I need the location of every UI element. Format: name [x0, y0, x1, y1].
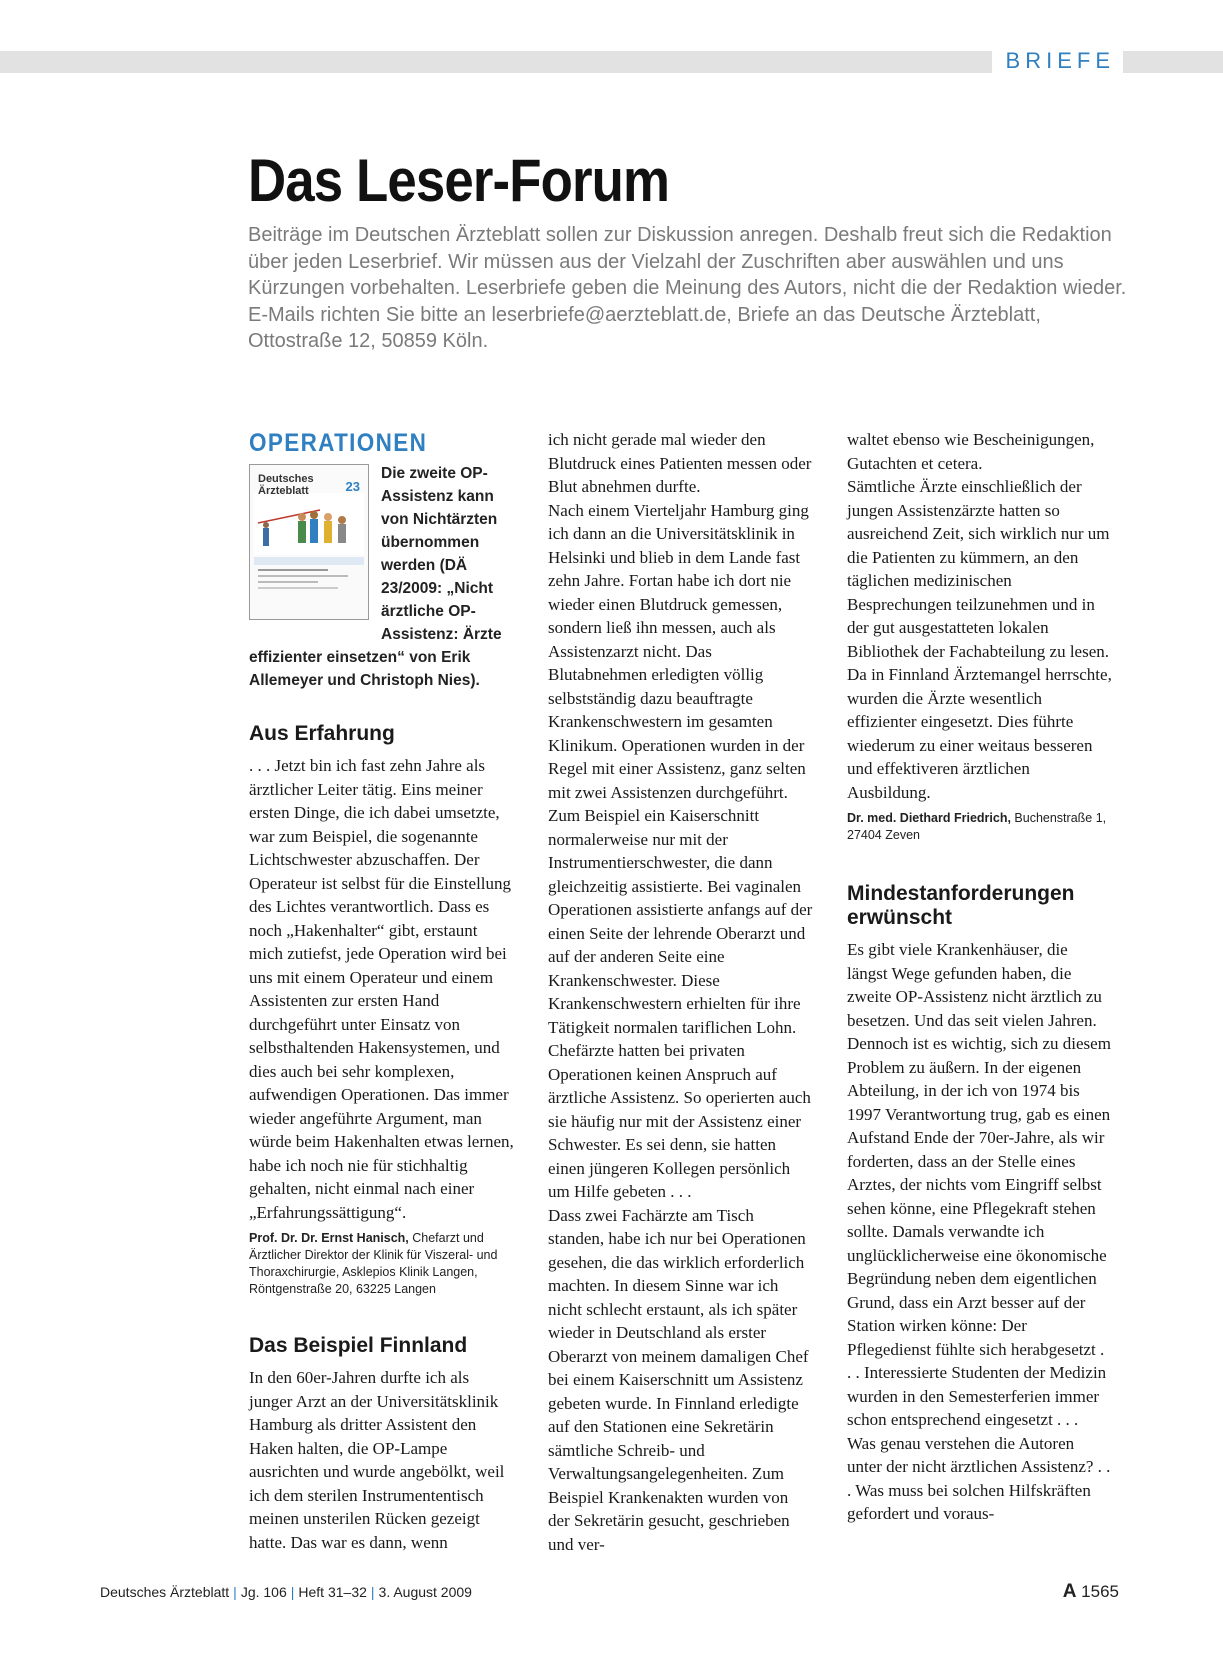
letter-2-body-part-3: Nach einem Vierteljahr Hamburg ging ich dann an die Universitätsklinik in Helsinki und blieb in dem Lande fast zehn Jahre. Fortan habe ich dort nie wieder einen Blutdruck gemessen, sondern ließ ihn messen, auch als Assistenzarzt nicht. Das Blutabnehmen erledigten völlig selbstständig dazu beauftragte Krankenschwestern im gesamten Klinikum. Operationen wurden in der Regel mit einer Assistenz, ganz selten mit zwei Assistenzen durchgeführt. Zum Beispiel ein Kaiserschnitt normalerweise nur mit der Instrumentierschwester, die dann gleichzeitig assistierte. Bei vaginalen Operationen assistierte anfangs auf der einen Seite der lehrende Oberarzt und auf der anderen Seite eine Krankenschwester. Diese Krankenschwestern erhielten für ihre Tätigkeit normalen tariflichen Lohn. Chefärzte hatten bei privaten Operationen keinen Anspruch auf ärztliche Assistenz. So operierten auch sie häufig nur mit der Assistenz einer Schwester. Es sei denn, sie hatten einen jüngeren Kollegen persönlich um Hilfe gebeten . . .	[548, 500, 813, 1201]
column-1	[249, 428, 514, 1554]
letter-1-signature: Prof. Dr. Dr. Ernst Hanisch, Chefarzt und Ärztlicher Direktor der Klinik für Viszeral- und Thoraxchirurgie, Asklepios Klinik Langen, Röntgenstraße 20, 63225 Langen	[249, 1231, 498, 1296]
letter-2-body-part-2: ich nicht gerade mal wieder den Blutdruck eines Patienten messen oder Blut abnehmen durfte.	[548, 430, 812, 496]
column-3	[847, 428, 1112, 1526]
letter-3-body-part-1: Es gibt viele Krankenhäuser, die längst Wege gefunden haben, die zweite OP-Assistenz nicht ärztlich zu besetzen. Und das seit vielen Jahren. Dennoch ist es wichtig, sich zu diesem Problem zu äußern. In der eigenen Abteilung, in der ich von 1974 bis 1997 Verantwortung trug, gab es einen Aufstand Ende der 70er-Jahre, als wir forderten, dass an der Stelle eines Arztes, der nichts vom Eingriff selbst sehen könne, eine Pflegekraft stehen sollte. Damals verwandte ich unglücklicherweise eine ökonomische Begründung neben dem eigentlichen Grund, dass ein Arzt besser auf der Station wirken könne: Der Pflegedienst fühlte sich herabgesetzt . . . Interessierte Studenten der Medizin wurden in den Semesterferien immer schon entsprechend eingesetzt . . .	[847, 940, 1111, 1429]
footer-volume: Jg. 106	[240, 1584, 287, 1600]
letter-1-body: . . . Jetzt bin ich fast zehn Jahre als ärztlicher Leiter tätig. Eins meiner ersten Dinge, die ich dabei umsetzte, war zum Beispiel, die sogenannte Lichtschwester abzuschaffen. Der Operateur ist selbst für die Einstellung des Lichtes verantwortlich. Dass es noch „Hakenhalter“ gibt, erstaunt mich zutiefst, jede Operation wird bei uns mit einem Operateur und einem Assistenten zur ersten Hand durchgeführt unter Einsatz von selbsthaltenden Hakensystemen, und dies auch bei sehr komplexen, aufwendigen Operationen. Das immer wieder angeführte Argument, man würde beim Hakenhalten etwas lernen, habe ich noch nie für stichhaltig gehalten, nicht einmal nach einer „Erfahrungssättigung“.	[249, 756, 514, 1222]
topic-kicker: OPERATIONEN	[249, 429, 428, 457]
letter-1-heading: Aus Erfahrung	[249, 722, 395, 745]
footer-citation: Deutsches Ärzteblatt | Jg. 106 | Heft 31–32 | 3. August 2009	[100, 1584, 472, 1600]
page-number	[1063, 1581, 1119, 1603]
magazine-cover-thumbnail	[249, 464, 369, 620]
cover-logo: Deutsches Ärzteblatt	[258, 473, 314, 497]
footer-issue: Heft 31–32	[298, 1584, 367, 1600]
page-title: Das Leser-Forum	[248, 147, 670, 214]
section-label: BRIEFE	[992, 46, 1123, 76]
letter-2-body-part-5: waltet ebenso wie Bescheinigungen, Gutachten et cetera.	[847, 430, 1095, 473]
reference-lead: Die zweite OP-Assistenz kann von Nichtärzten übernommen werden (DÄ 23/2009: „Nicht ärztliche OP-Assistenz: Ärzte effizienter einsetzen“ von Erik Allemeyer und Christoph Nies).	[249, 465, 502, 689]
page-number-value: 1565	[1081, 1582, 1119, 1601]
letter-3-heading: Mindestanforderungen erwünscht	[847, 882, 1075, 929]
cover-issue-number: 23	[345, 479, 360, 494]
footer-journal: Deutsches Ärzteblatt	[100, 1584, 230, 1600]
intro-paragraph: Beiträge im Deutschen Ärzteblatt sollen zur Diskussion anregen. Deshalb freut sich die Redaktion über jeden Leserbrief. Wir müssen aus der Vielzahl der Zuschriften aber auswählen und uns Kürzungen vorbehalten. Leserbriefe geben die Meinung des Autors, nicht die der Redaktion wieder. E-Mails richten Sie bitte an leserbriefe@aerzteblatt.de, Briefe an das Deutsche Ärzteblatt, Ottostraße 12, 50859 Köln.	[248, 224, 1127, 352]
letter-2-body-part-6: Sämtliche Ärzte einschließlich der jungen Assistenzärzte hatten so ausreichend Zeit, sich wirklich nur um die Patienten zu kümmern, an den täglichen medizinischen Besprechungen teilzunehmen und in der gut ausgestatteten lokalen Bibliothek der Fachabteilung zu lesen. Da in Finnland Ärztemangel herrschte, wurden die Ärzte wesentlich effizienter eingesetzt. Dies führte wiederum zu einer weitaus besseren und effektiveren ärztlichen Ausbildung.	[847, 477, 1112, 802]
letter-3-body-part-2: Was genau verstehen die Autoren unter der nicht ärztlichen Assistenz? . . . Was muss bei solchen Hilfskräften gefordert und voraus-	[847, 1433, 1111, 1523]
column-2	[548, 428, 813, 1556]
letter-2-body-part-4: Dass zwei Fachärzte am Tisch standen, habe ich nur bei Operationen gesehen, die das wirklich erforderlich machten. In diesem Sinne war ich nicht schlecht erstaunt, als ich später wieder in Deutschland als erster Oberarzt von meinem damaligen Chef bei einem Kaiserschnitt um Assistenz gebeten wurde. In Finnland erledigte auf den Stationen eine Sekretärin sämtliche Schreib- und Verwaltungsangelegenheiten. Zum Beispiel Krankenakten wurden von der Sekretärin gesucht, geschrieben und ver-	[548, 1205, 809, 1554]
footer-date: 3. August 2009	[378, 1584, 472, 1600]
page-prefix: A	[1062, 1581, 1077, 1602]
letter-2-heading: Das Beispiel Finnland	[249, 1334, 468, 1357]
letter-2-body-part-1: In den 60er-Jahren durfte ich als junger Arzt an der Universitätsklinik Hamburg als dritter Assistent den Haken halten, die OP-Lampe ausrichten und wurde angebölkt, weil ich dem sterilen Instrumententisch meinen unsterilen Rücken gezeigt hatte. Das war es dann, wenn	[249, 1368, 505, 1552]
letter-2-signature: Dr. med. Diethard Friedrich, Buchenstraße 1, 27404 Zeven	[847, 811, 1107, 842]
